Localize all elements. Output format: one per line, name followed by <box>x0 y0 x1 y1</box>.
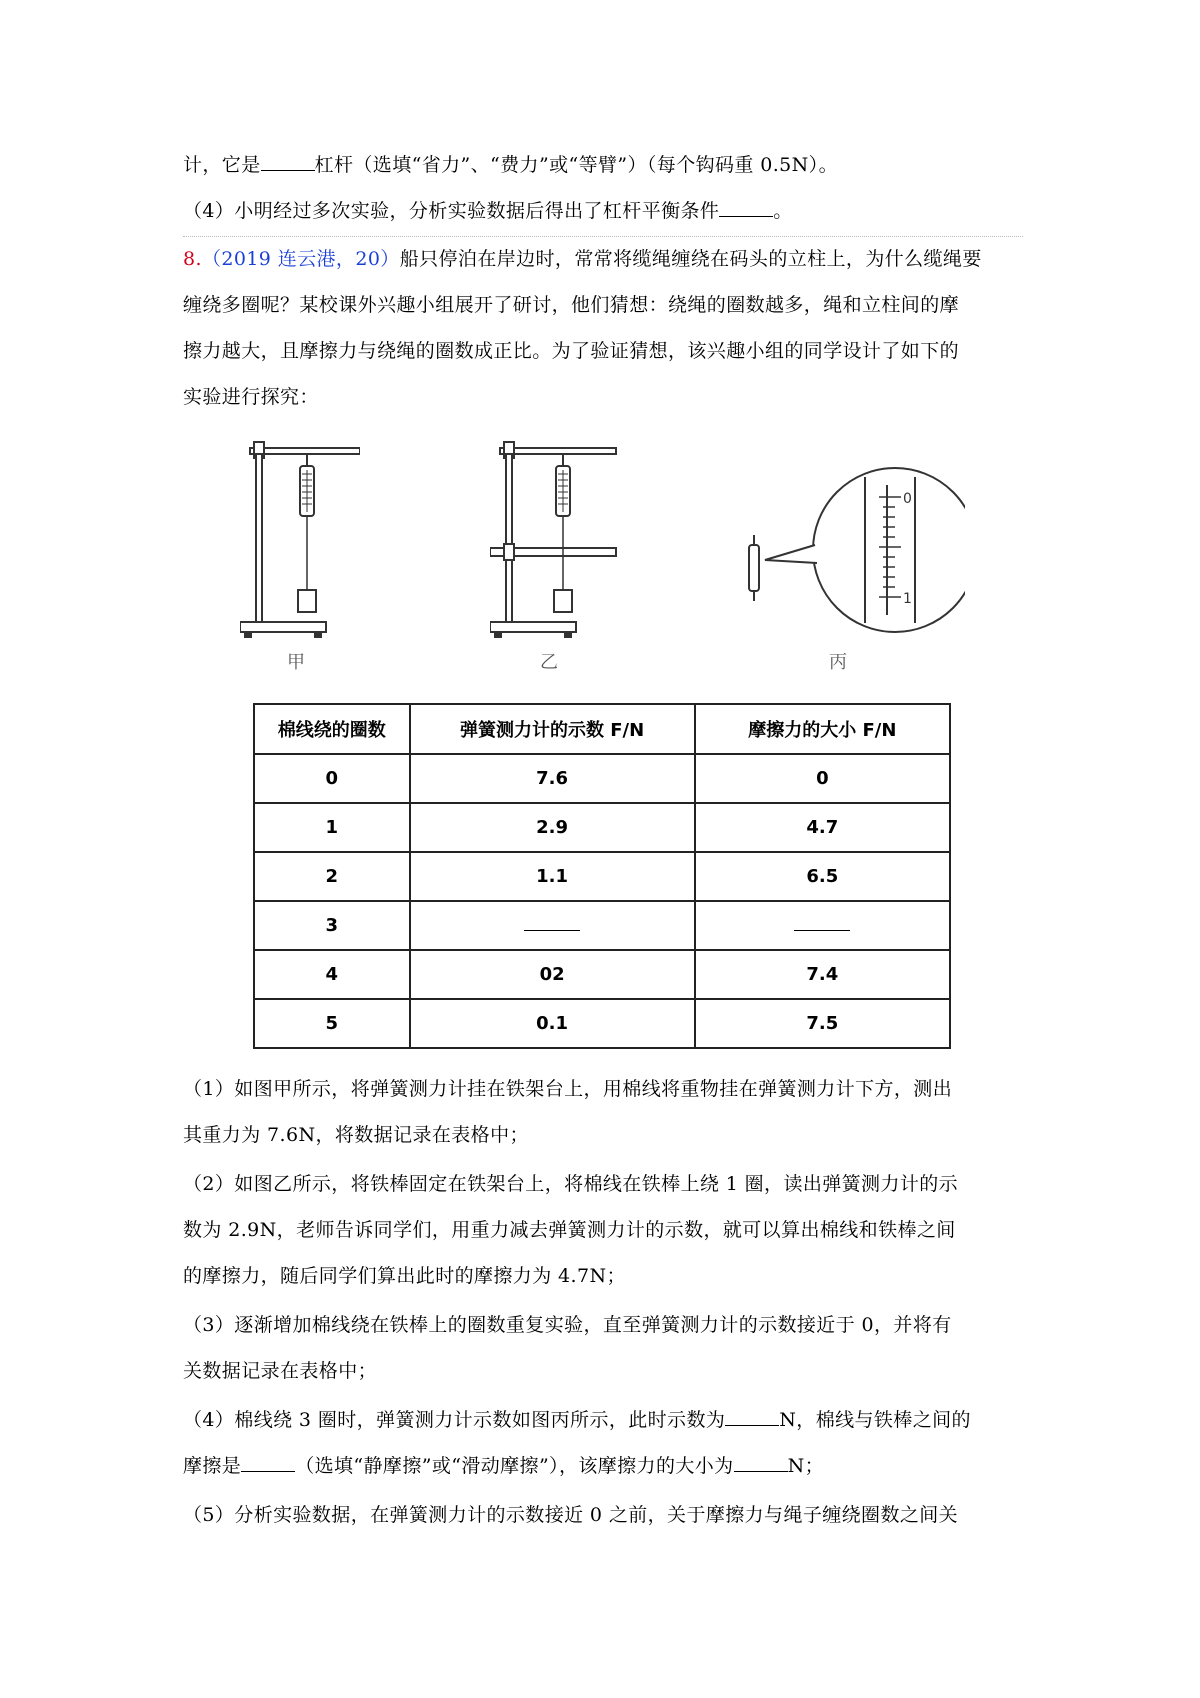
table-header-row <box>254 704 950 754</box>
table-cell: 0.1 <box>410 999 695 1048</box>
text-line-q4 <box>183 198 793 224</box>
table-cell: 4.7 <box>695 803 950 852</box>
table-cell: 0 <box>695 754 950 803</box>
question-8-line-1 <box>183 246 982 272</box>
step-1-line-2 <box>183 1122 529 1148</box>
step-text: （2）如图乙所示，将铁棒固定在铁架台上，将棉线在铁棒上绕 1 圈，读出弹簧测力计的示 <box>183 1173 959 1195</box>
step-text: （3）逐渐增加棉线绕在铁棒上的圈数重复实验，直至弹簧测力计的示数接近于 0，并将有 <box>183 1314 952 1336</box>
table-header: 摩擦力的大小 F/N <box>695 704 950 754</box>
step-text: 数为 2.9N，老师告诉同学们，用重力减去弹簧测力计的示数，就可以算出棉线和铁棒之间 <box>183 1219 956 1241</box>
scale-one-mark: 1 <box>903 591 912 607</box>
text-fragment: （4）小明经过多次实验，分析实验数据后得出了杠杆平衡条件 <box>183 200 720 222</box>
table-cell: 0 <box>254 754 410 803</box>
table-cell: 1.1 <box>410 852 695 901</box>
step-1-line-1 <box>183 1076 952 1102</box>
table-cell: 2.9 <box>410 803 695 852</box>
step-4-line-1 <box>183 1407 971 1433</box>
table-cell: 7.4 <box>695 950 950 999</box>
answer-blank[interactable] <box>794 918 850 931</box>
table-cell: 7.6 <box>410 754 695 803</box>
figure-bing-scale-closeup <box>745 465 965 640</box>
table-header: 棉线绕的圈数 <box>254 704 410 754</box>
question-text: 实验进行探究： <box>183 386 319 408</box>
question-text: 缠绕多圈呢？某校课外兴趣小组展开了研讨，他们猜想：绕绳的圈数越多，绳和立柱间的摩 <box>183 294 960 316</box>
table-cell: 2 <box>254 852 410 901</box>
table-row <box>254 901 950 950</box>
step-4-line-2 <box>183 1453 824 1479</box>
step-3-line-1 <box>183 1312 952 1338</box>
table-cell: 6.5 <box>695 852 950 901</box>
scale-zero-mark: 0 <box>903 491 912 507</box>
step-2-line-1 <box>183 1171 958 1197</box>
step-text: 的摩擦力，随后同学们算出此时的摩擦力为 4.7N； <box>183 1265 626 1287</box>
step-text: （选填“静摩擦”或“滑动摩擦”），该摩擦力的大小为 <box>295 1455 734 1477</box>
step-text: N； <box>787 1455 824 1477</box>
table-cell: 02 <box>410 950 695 999</box>
text-fragment: 计，它是 <box>183 154 261 176</box>
step-2-line-3 <box>183 1263 626 1289</box>
figure-label-yi: 乙 <box>540 652 558 673</box>
figure-label-bing: 丙 <box>829 652 847 673</box>
table-row <box>254 852 950 901</box>
question-source: （2019 连云港，20） <box>201 248 400 270</box>
step-5-line-1 <box>183 1502 958 1528</box>
question-text: 船只停泊在岸边时，常常将缆绳缠绕在码头的立柱上，为什么缆绳要 <box>399 248 982 270</box>
table-cell: 5 <box>254 999 410 1048</box>
table-cell: 1 <box>254 803 410 852</box>
table-row <box>254 999 950 1048</box>
answer-blank[interactable] <box>261 152 315 171</box>
step-3-line-2 <box>183 1358 377 1384</box>
step-text: 摩擦是 <box>183 1455 242 1477</box>
answer-blank[interactable] <box>241 1453 295 1472</box>
step-text: （4）棉线绕 3 圈时，弹簧测力计示数如图丙所示，此时示数为 <box>183 1409 726 1431</box>
table-cell-blank[interactable] <box>410 901 695 950</box>
question-8-line-2 <box>183 292 959 318</box>
text-line-lever <box>183 152 838 178</box>
section-divider <box>183 236 1023 237</box>
text-fragment: 杠杆（选填“省力”、“费力”或“等臂”）（每个钩码重 0.5N）。 <box>314 154 838 176</box>
step-text: N，棉线与铁棒之间的 <box>779 1409 971 1431</box>
table-header: 弹簧测力计的示数 F/N <box>410 704 695 754</box>
table-cell: 3 <box>254 901 410 950</box>
step-text: 关数据记录在表格中； <box>183 1360 378 1382</box>
figure-label-jia: 甲 <box>287 652 305 673</box>
step-text: （1）如图甲所示，将弹簧测力计挂在铁架台上，用棉线将重物挂在弹簧测力计下方，测出 <box>183 1078 953 1100</box>
question-8-line-4 <box>183 384 319 410</box>
table-row <box>254 803 950 852</box>
table-row <box>254 950 950 999</box>
data-table <box>253 703 951 1049</box>
figure-jia-apparatus <box>240 440 360 640</box>
question-text: 擦力越大，且摩擦力与绕绳的圈数成正比。为了验证猜想，该兴趣小组的同学设计了如下的 <box>183 340 960 362</box>
step-text: 其重力为 7.6N，将数据记录在表格中； <box>183 1124 529 1146</box>
step-text: （5）分析实验数据，在弹簧测力计的示数接近 0 之前，关于摩擦力与绳子缠绕圈数之间关 <box>183 1504 959 1526</box>
question-8-line-3 <box>183 338 959 364</box>
question-number: 8. <box>183 248 202 270</box>
answer-blank[interactable] <box>725 1407 779 1426</box>
table-cell: 7.5 <box>695 999 950 1048</box>
step-2-line-2 <box>183 1217 956 1243</box>
text-fragment: 。 <box>773 200 793 222</box>
table-row <box>254 754 950 803</box>
table-cell-blank[interactable] <box>695 901 950 950</box>
answer-blank[interactable] <box>719 198 773 217</box>
table-cell: 4 <box>254 950 410 999</box>
answer-blank[interactable] <box>734 1453 788 1472</box>
figure-yi-apparatus <box>490 440 620 640</box>
answer-blank[interactable] <box>524 918 580 931</box>
